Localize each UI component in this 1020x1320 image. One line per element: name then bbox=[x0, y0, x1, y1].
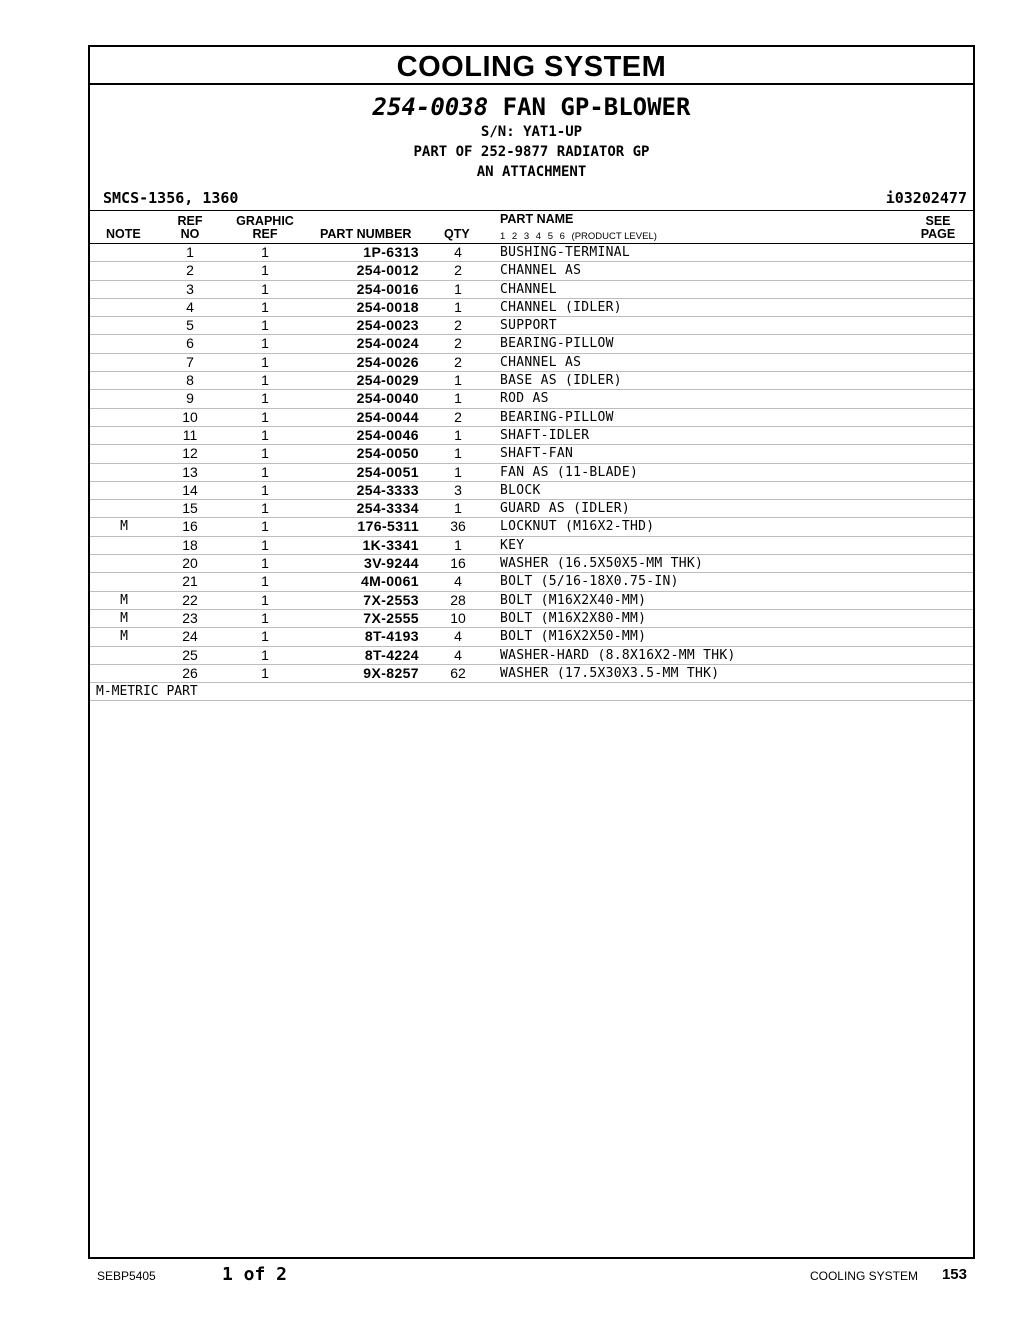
meta-row bbox=[90, 188, 973, 211]
ref-no-cell: 13 bbox=[182, 463, 198, 480]
part-name-cell: BLOCK bbox=[500, 482, 541, 498]
ref-no-cell: 3 bbox=[186, 280, 194, 297]
part-name-cell: BOLT (M16X2X80-MM) bbox=[500, 610, 647, 626]
col-part-name: PART NAME bbox=[500, 212, 574, 226]
document-id: SEBP5405 bbox=[97, 1269, 156, 1283]
heading-part-number: 254-0038 bbox=[372, 93, 489, 121]
part-name-cell: CHANNEL bbox=[500, 281, 557, 297]
qty-cell: 4 bbox=[454, 573, 462, 590]
table-row bbox=[90, 647, 973, 665]
qty-cell: 2 bbox=[454, 262, 462, 279]
part-number-cell: 254-0024 bbox=[356, 335, 419, 352]
parts-table-body bbox=[90, 244, 973, 683]
part-number-cell: 254-0051 bbox=[356, 463, 419, 480]
col-graphic-ref bbox=[230, 215, 300, 241]
qty-cell: 4 bbox=[454, 628, 462, 645]
qty-cell: 2 bbox=[454, 335, 462, 352]
page-of-count: 1 of 2 bbox=[222, 1264, 288, 1285]
graphic-ref-cell: 1 bbox=[261, 646, 269, 663]
table-row bbox=[90, 573, 973, 591]
part-name-cell: WASHER (16.5X50X5-MM THK) bbox=[500, 556, 704, 572]
graphic-ref-cell: 1 bbox=[261, 390, 269, 407]
ref-no-cell: 2 bbox=[186, 262, 194, 279]
qty-cell: 2 bbox=[454, 408, 462, 425]
ref-no-cell: 5 bbox=[186, 317, 194, 334]
ref-no-cell: 23 bbox=[182, 609, 198, 626]
table-row bbox=[90, 610, 973, 628]
graphic-ref-cell: 1 bbox=[261, 262, 269, 279]
graphic-ref-cell: 1 bbox=[261, 555, 269, 572]
page-number: 153 bbox=[941, 1266, 967, 1283]
part-number-cell: 8T-4193 bbox=[364, 628, 419, 645]
ref-no-cell: 4 bbox=[186, 298, 194, 315]
part-number-cell: 7X-2555 bbox=[363, 609, 419, 626]
qty-cell: 36 bbox=[450, 518, 466, 535]
graphic-ref-cell: 1 bbox=[261, 317, 269, 334]
col-see-page-line2: PAGE bbox=[920, 227, 956, 241]
part-number-cell: 9X-8257 bbox=[363, 664, 419, 681]
ref-no-cell: 16 bbox=[182, 518, 198, 535]
table-row bbox=[90, 464, 973, 482]
page-frame bbox=[88, 45, 975, 1259]
col-qty: QTY bbox=[444, 227, 470, 241]
qty-cell: 4 bbox=[454, 646, 462, 663]
ref-no-cell: 14 bbox=[182, 481, 198, 498]
graphic-ref-cell: 1 bbox=[261, 426, 269, 443]
note-cell: M bbox=[120, 629, 128, 645]
heading-main bbox=[90, 92, 973, 122]
qty-cell: 1 bbox=[454, 463, 462, 480]
part-number-cell: 1P-6313 bbox=[363, 244, 419, 260]
footer-section: COOLING SYSTEM bbox=[809, 1269, 918, 1283]
part-name-cell: BOLT (M16X2X40-MM) bbox=[500, 592, 647, 608]
part-name-cell: CHANNEL AS bbox=[500, 263, 582, 279]
graphic-ref-cell: 1 bbox=[261, 628, 269, 645]
part-number-cell: 254-0044 bbox=[356, 408, 419, 425]
col-ref-no-line1: REF bbox=[177, 214, 203, 228]
heading-part-name: FAN GP-BLOWER bbox=[502, 93, 691, 121]
note-cell: M bbox=[120, 592, 128, 608]
ref-no-cell: 20 bbox=[182, 555, 198, 572]
graphic-ref-cell: 1 bbox=[261, 408, 269, 425]
part-name-cell: BOLT (M16X2X50-MM) bbox=[500, 629, 647, 645]
table-row bbox=[90, 500, 973, 518]
ref-no-cell: 9 bbox=[186, 390, 194, 407]
ref-no-cell: 6 bbox=[186, 335, 194, 352]
graphic-ref-cell: 1 bbox=[261, 353, 269, 370]
col-graphic-ref-line2: REF bbox=[252, 227, 278, 241]
graphic-ref-cell: 1 bbox=[261, 445, 269, 462]
product-level-label: (PRODUCT LEVEL) bbox=[571, 231, 657, 242]
part-number-cell: 254-0023 bbox=[356, 317, 419, 334]
part-number-cell: 254-0026 bbox=[356, 353, 419, 370]
qty-cell: 1 bbox=[454, 445, 462, 462]
table-row bbox=[90, 299, 973, 317]
part-name-cell: BUSHING-TERMINAL bbox=[500, 245, 631, 260]
ref-no-cell: 22 bbox=[182, 591, 198, 608]
col-product-levels bbox=[500, 230, 657, 243]
smcs-codes: SMCS-1356, 1360 bbox=[103, 189, 239, 207]
part-heading bbox=[90, 92, 973, 182]
qty-cell: 1 bbox=[454, 298, 462, 315]
col-ref-no bbox=[172, 215, 208, 241]
graphic-ref-cell: 1 bbox=[261, 664, 269, 681]
qty-cell: 2 bbox=[454, 317, 462, 334]
ref-no-cell: 12 bbox=[182, 445, 198, 462]
part-number-cell: 7X-2553 bbox=[363, 591, 419, 608]
part-name-cell: BEARING-PILLOW bbox=[500, 336, 614, 352]
part-name-cell: SHAFT-IDLER bbox=[500, 427, 590, 443]
col-ref-no-line2: NO bbox=[180, 227, 200, 241]
table-row bbox=[90, 665, 973, 683]
graphic-ref-cell: 1 bbox=[261, 335, 269, 352]
graphic-ref-cell: 1 bbox=[261, 244, 269, 260]
part-name-cell: BEARING-PILLOW bbox=[500, 409, 614, 425]
ref-no-cell: 18 bbox=[182, 536, 198, 553]
table-row bbox=[90, 482, 973, 500]
ref-no-cell: 7 bbox=[186, 353, 194, 370]
part-number-cell: 4M-0061 bbox=[360, 573, 419, 590]
part-name-cell: SHAFT-FAN bbox=[500, 446, 574, 462]
qty-cell: 1 bbox=[454, 372, 462, 389]
ref-no-cell: 24 bbox=[182, 628, 198, 645]
table-row bbox=[90, 537, 973, 555]
col-note: NOTE bbox=[106, 227, 141, 241]
table-header bbox=[90, 211, 973, 244]
graphic-ref-cell: 1 bbox=[261, 536, 269, 553]
graphic-ref-cell: 1 bbox=[261, 518, 269, 535]
graphic-ref-cell: 1 bbox=[261, 573, 269, 590]
part-name-cell: WASHER (17.5X30X3.5-MM THK) bbox=[500, 665, 720, 681]
part-name-cell: KEY bbox=[500, 537, 525, 553]
part-number-cell: 254-0050 bbox=[356, 445, 419, 462]
graphic-ref-cell: 1 bbox=[261, 609, 269, 626]
part-name-cell: GUARD AS (IDLER) bbox=[500, 501, 631, 517]
product-level-numbers: 1 2 3 4 5 6 bbox=[500, 231, 565, 242]
part-number-cell: 254-0040 bbox=[356, 390, 419, 407]
qty-cell: 1 bbox=[454, 536, 462, 553]
table-row bbox=[90, 317, 973, 335]
table-row bbox=[90, 592, 973, 610]
table-row bbox=[90, 445, 973, 463]
qty-cell: 4 bbox=[454, 244, 462, 260]
table-row bbox=[90, 372, 973, 390]
qty-cell: 10 bbox=[450, 609, 466, 626]
table-row bbox=[90, 281, 973, 299]
qty-cell: 1 bbox=[454, 500, 462, 517]
table-row bbox=[90, 555, 973, 573]
graphic-ref-cell: 1 bbox=[261, 298, 269, 315]
part-number-cell: 254-0018 bbox=[356, 298, 419, 315]
part-number-cell: 254-3333 bbox=[356, 481, 419, 498]
qty-cell: 62 bbox=[450, 664, 466, 681]
part-name-cell: WASHER-HARD (8.8X16X2-MM THK) bbox=[500, 647, 736, 663]
page-footer bbox=[0, 1262, 1020, 1292]
ref-no-cell: 1 bbox=[186, 244, 194, 260]
part-name-cell: FAN AS (11-BLADE) bbox=[500, 464, 639, 480]
part-name-cell: SUPPORT bbox=[500, 318, 557, 334]
part-number-cell: 254-0012 bbox=[356, 262, 419, 279]
graphic-ref-cell: 1 bbox=[261, 481, 269, 498]
part-name-cell: LOCKNUT (M16X2-THD) bbox=[500, 519, 655, 535]
qty-cell: 16 bbox=[450, 555, 466, 572]
graphic-ref-cell: 1 bbox=[261, 372, 269, 389]
table-row bbox=[90, 262, 973, 280]
part-number-cell: 176-5311 bbox=[357, 518, 419, 535]
part-name-cell: CHANNEL AS bbox=[500, 354, 582, 370]
part-of: PART OF 252-9877 RADIATOR GP bbox=[413, 144, 650, 160]
table-row bbox=[90, 518, 973, 536]
table-row bbox=[90, 354, 973, 372]
qty-cell: 1 bbox=[454, 390, 462, 407]
table-row bbox=[90, 628, 973, 646]
part-number-cell: 254-0046 bbox=[356, 426, 419, 443]
illustration-id: i03202477 bbox=[885, 189, 967, 207]
col-see-page bbox=[916, 215, 960, 241]
serial-range: S/N: YAT1-UP bbox=[480, 124, 583, 140]
part-name-cell: CHANNEL (IDLER) bbox=[500, 299, 622, 315]
qty-cell: 3 bbox=[454, 481, 462, 498]
qty-cell: 1 bbox=[454, 426, 462, 443]
qty-cell: 2 bbox=[454, 353, 462, 370]
part-number-cell: 254-0016 bbox=[356, 280, 419, 297]
attachment-label: AN ATTACHMENT bbox=[476, 164, 587, 180]
ref-no-cell: 25 bbox=[182, 646, 198, 663]
table-row bbox=[90, 427, 973, 445]
part-name-cell: ROD AS bbox=[500, 391, 549, 407]
note-cell: M bbox=[120, 519, 128, 535]
col-see-page-line1: SEE bbox=[925, 214, 951, 228]
part-number-cell: 254-3334 bbox=[356, 500, 419, 517]
graphic-ref-cell: 1 bbox=[261, 591, 269, 608]
ref-no-cell: 8 bbox=[186, 372, 194, 389]
qty-cell: 1 bbox=[454, 280, 462, 297]
table-row bbox=[90, 409, 973, 427]
table-row bbox=[90, 244, 973, 262]
footnote: M-METRIC PART bbox=[90, 683, 973, 701]
ref-no-cell: 15 bbox=[182, 500, 198, 517]
part-number-cell: 3V-9244 bbox=[364, 555, 419, 572]
section-title: COOLING SYSTEM bbox=[90, 47, 973, 85]
part-name-cell: BOLT (5/16-18X0.75-IN) bbox=[500, 574, 679, 590]
note-cell: M bbox=[120, 610, 128, 626]
graphic-ref-cell: 1 bbox=[261, 280, 269, 297]
ref-no-cell: 10 bbox=[182, 408, 198, 425]
col-part-number: PART NUMBER bbox=[320, 227, 412, 241]
graphic-ref-cell: 1 bbox=[261, 500, 269, 517]
qty-cell: 28 bbox=[450, 591, 466, 608]
ref-no-cell: 26 bbox=[182, 664, 198, 681]
ref-no-cell: 11 bbox=[182, 426, 198, 443]
col-graphic-ref-line1: GRAPHIC bbox=[236, 214, 294, 228]
table-row bbox=[90, 335, 973, 353]
graphic-ref-cell: 1 bbox=[261, 463, 269, 480]
part-name-cell: BASE AS (IDLER) bbox=[500, 373, 622, 389]
part-number-cell: 254-0029 bbox=[356, 372, 419, 389]
table-row bbox=[90, 390, 973, 408]
part-number-cell: 1K-3341 bbox=[362, 536, 419, 553]
ref-no-cell: 21 bbox=[182, 573, 198, 590]
part-number-cell: 8T-4224 bbox=[364, 646, 419, 663]
